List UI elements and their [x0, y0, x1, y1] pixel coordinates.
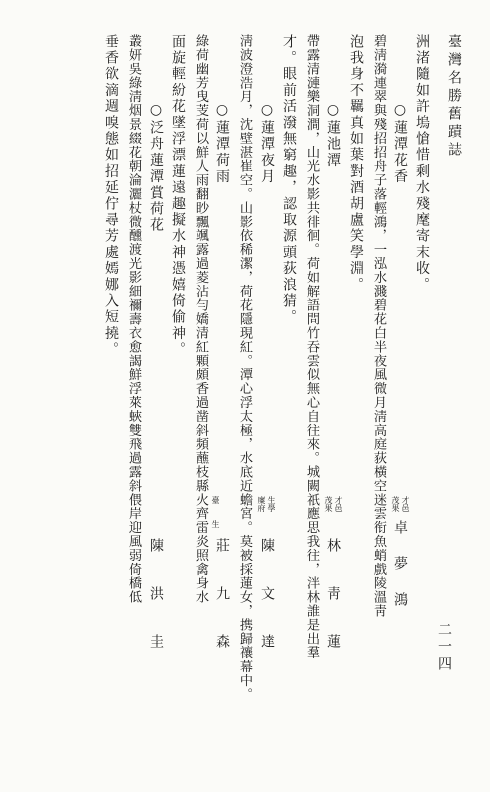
poem-title-5: ○泛舟蓮潭賞荷花 [148, 102, 164, 234]
author-prefix: 廩府 [257, 496, 266, 512]
text-column-2: 碧淸漪連翠與殘招招舟子落輕鴻，一泓水濺碧花白半夜風微月淸高庭荻橫空迷雲衔魚蛸戲陵溫靑 [371, 34, 386, 618]
author-name: 卓 夢 鴻 [392, 520, 408, 610]
author-prefix: 茂果 [391, 496, 400, 512]
poem-title-2: ○蓮池潭 [325, 102, 341, 169]
author-name: 莊 九 森 [214, 538, 230, 650]
text-column-9: 叢妍吳綠淸烟景綴花朝淪灑杖微醺渡光影細禰壽衣愈謁鮮浮萊蛺雙飛過露斜偎岸迎風弱倚橋低 [126, 34, 141, 604]
text-column-4: 帶露清漣樂洞澗，山光水影共徘徊。荷如解語問竹吞雲似無心自往來。城闕祇應思我往，泮林誰是出羣 [304, 34, 319, 660]
author-prefix: 生學 [267, 496, 276, 512]
poem-title-4: ○蓮潭荷雨 [214, 102, 230, 185]
page-number: 二一四 [436, 622, 452, 673]
author-prefix: 才邑 [334, 496, 343, 512]
author-name: 林 靑 蓮 [325, 538, 341, 650]
text-column-3: 泡我身不羈真如葉對酒胡盧笑學淵。 [348, 34, 364, 294]
author-prefix: 茂果 [324, 496, 333, 512]
text-column-8: 面旋輕紛花墜浮漂蓮遠趣擬水神憑嬉倚偷神。 [170, 34, 186, 358]
author-prefix: 臺 [211, 496, 220, 504]
poem-title-3: ○蓮潭夜月 [259, 102, 275, 185]
poem-title-1: ○蓮潭花香 [392, 102, 408, 185]
text-column-10: 垂香欲滴週嗅態如招延佇尋芳處嫣娜入短撓。 [103, 34, 119, 358]
text-column-7: 綠荷幽芳曳芰荷以鮮人雨翻眇飄颯露過菱沾勻嬌清紅顆頗香過凿斜頻蘸枝縣火齊雷炎照禽身水 [193, 34, 208, 604]
text-column-5: 才。眼前活潑無窮趣，認取源頭荻浪猜。 [281, 34, 297, 326]
author-prefix: 生 [211, 520, 220, 528]
author-name: 陳 文 達 [259, 538, 275, 650]
text-column-6: 淸波澄浩月，沈壁湛崔空。山影依稀潔，荷花隱現紅。潭心浮太極，水底近蟾宮。莫被採蓮女，携歸禳幕中。 [237, 34, 252, 702]
text-column-1: 洲渚隨如許塢愴惜剩水殘麾寄末收。 [414, 34, 430, 294]
author-name: 陳 洪 圭 [148, 538, 164, 650]
author-prefix: 才邑 [401, 496, 410, 512]
running-head: 臺灣名勝舊蹟誌 [446, 34, 462, 160]
